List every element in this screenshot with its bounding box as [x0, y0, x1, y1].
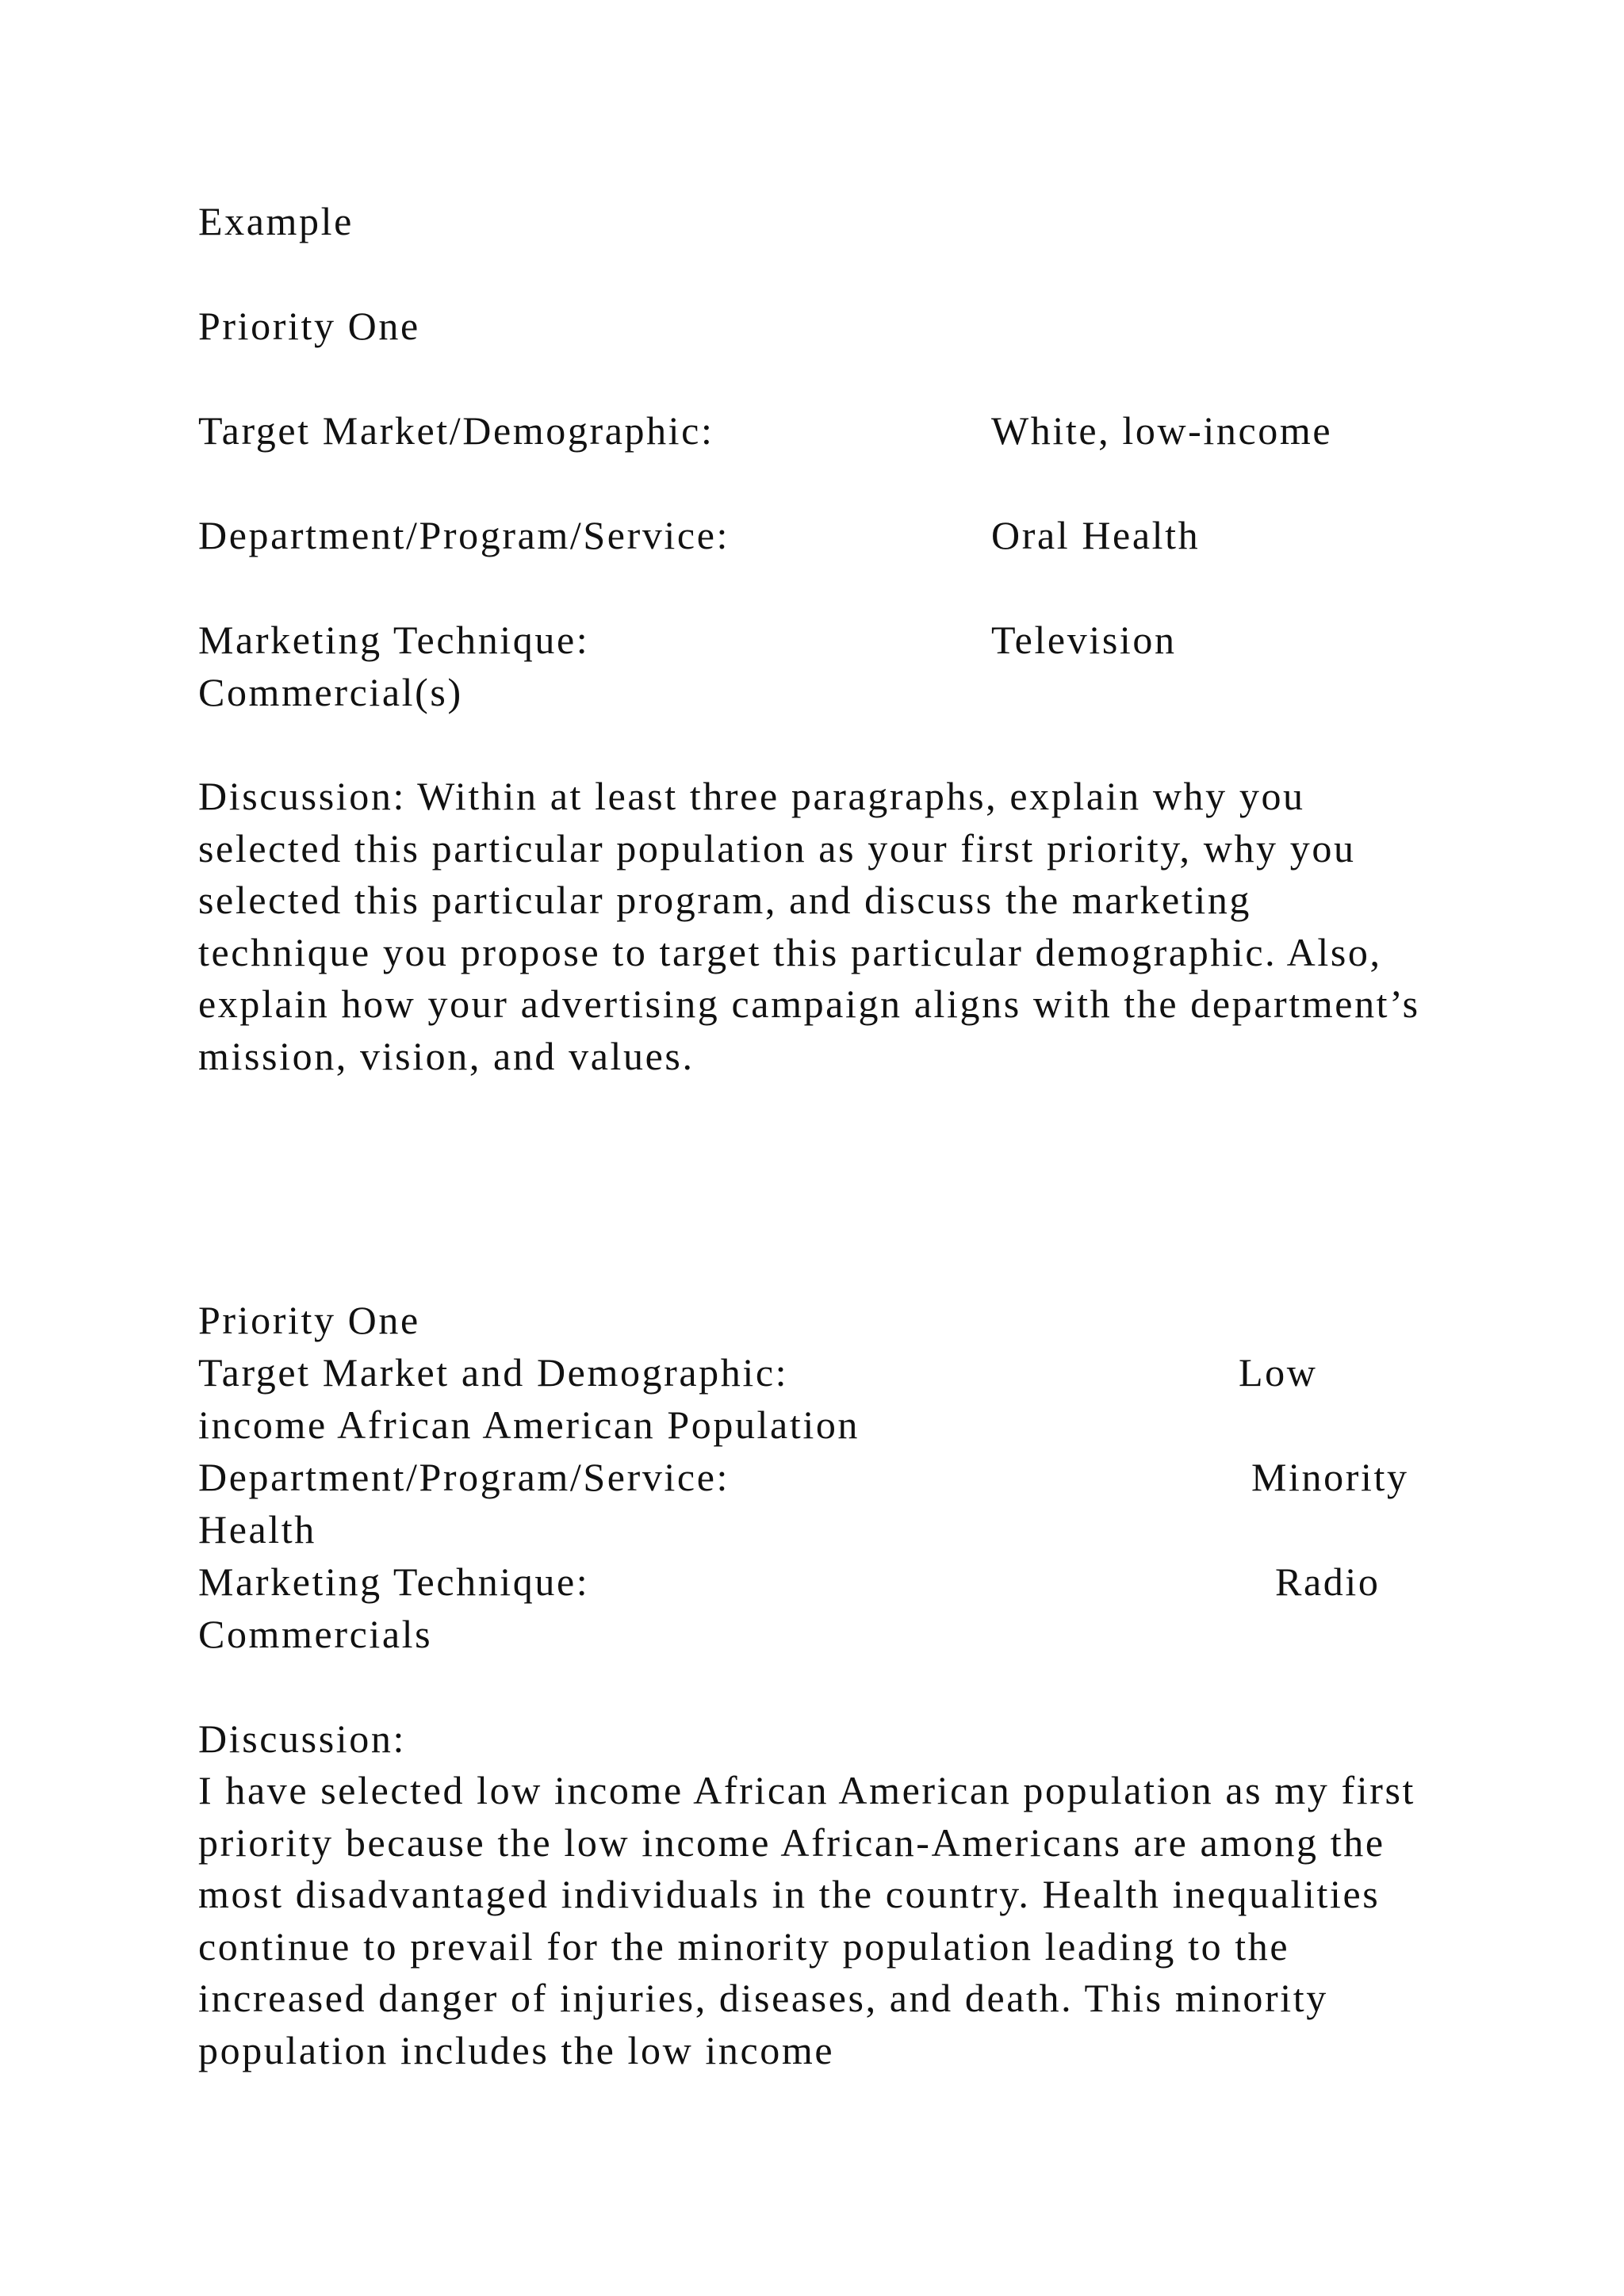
- technique-value-continued: Commercial(s): [198, 670, 463, 714]
- page-heading: Example: [198, 199, 354, 243]
- second-priority-title: Priority One: [198, 1298, 420, 1342]
- target-market-label: Target Market/Demographic:: [198, 408, 714, 453]
- discussion-instructions: Discussion: Within at least three paragraphs, explain why you selected this particular population as your first priority, why you selected this particular program, and discuss the marketing technique you propose to target this particular demographic. Also, explain how your advertising campaign aligns with the department’s mission, vision, and values.: [198, 774, 1420, 1078]
- second-technique-value: Radio: [1275, 1559, 1381, 1604]
- second-technique-value-continued: Commercials: [198, 1612, 433, 1656]
- discussion-label: Discussion:: [198, 1716, 406, 1761]
- second-target-market-label: Target Market and Demographic:: [198, 1350, 789, 1395]
- department-value: Oral Health: [991, 513, 1201, 557]
- discussion-body: I have selected low income African American population as my first priority because the low income African-Americans are among the most disadvantaged individuals in the country. Health inequalities continue to prevail for the minority population leading to the increased danger of injuries, diseases, and death. This minority population includes the low income: [198, 1768, 1416, 2072]
- department-label: Department/Program/Service:: [198, 513, 730, 557]
- second-target-market-value-continued: income African American Population: [198, 1402, 860, 1447]
- technique-value: Television: [991, 618, 1177, 662]
- second-department-value-continued: Health: [198, 1507, 316, 1552]
- second-department-label: Department/Program/Service:: [198, 1455, 730, 1499]
- second-department-value: Minority: [1251, 1455, 1409, 1499]
- target-market-value: White, low-income: [991, 408, 1333, 453]
- technique-label: Marketing Technique:: [198, 618, 590, 662]
- priority-title: Priority One: [198, 304, 420, 348]
- second-target-market-value: Low: [1239, 1350, 1318, 1395]
- second-technique-label: Marketing Technique:: [198, 1559, 590, 1604]
